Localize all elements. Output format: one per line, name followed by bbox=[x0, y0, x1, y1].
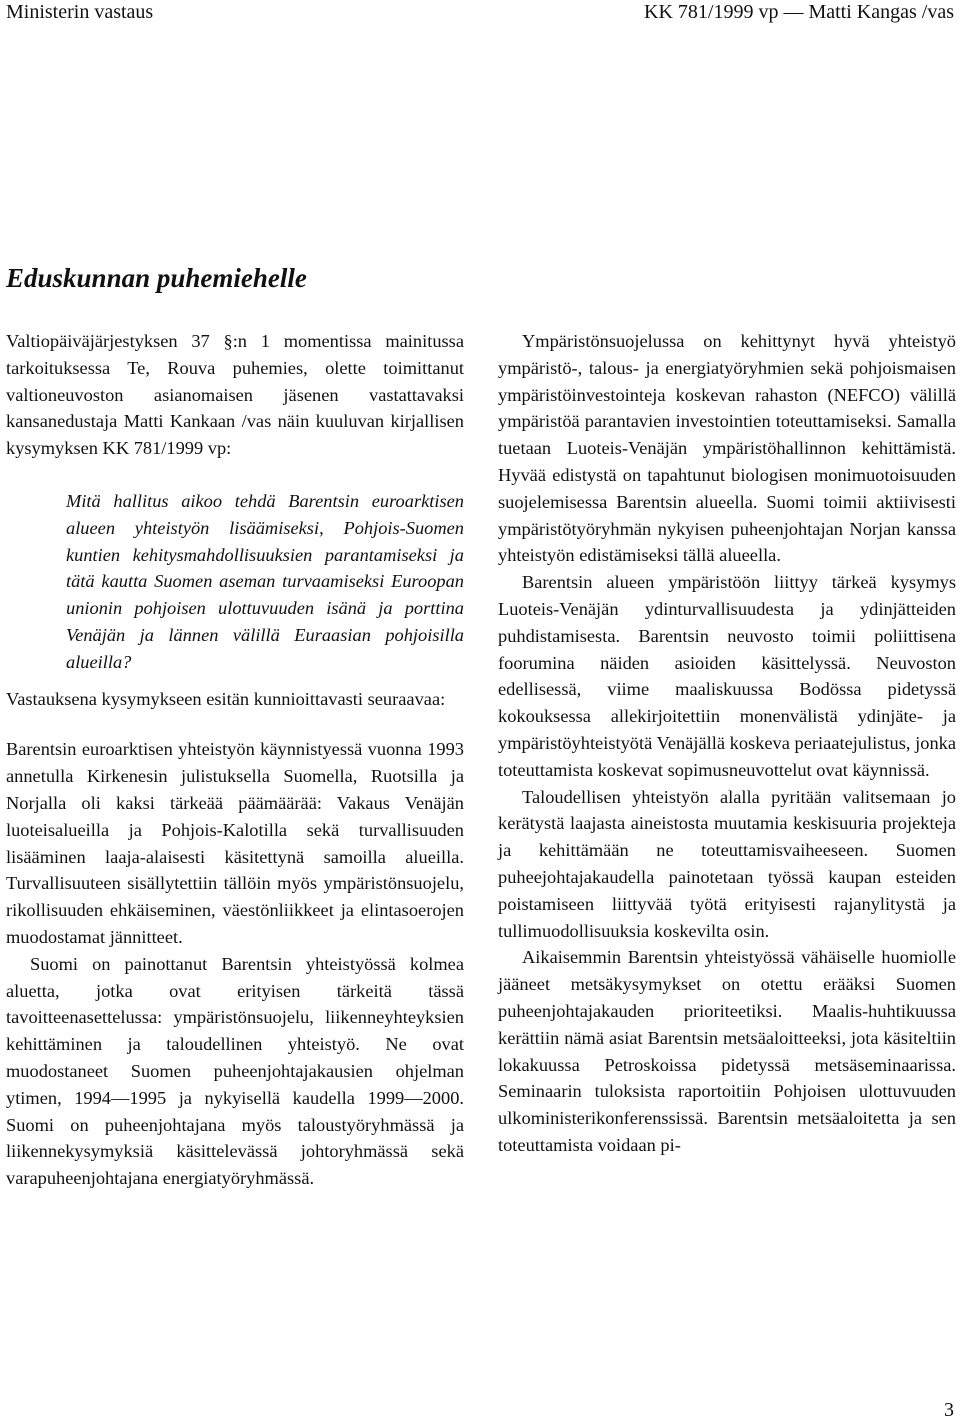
page-number: 3 bbox=[944, 1399, 954, 1421]
body-paragraph: Barentsin euroarktisen yhteistyön käynnistyessä vuonna 1993 annetulla Kirkenesin julistuksella Suomella, Ruotsilla ja Norjalla oli kaksi tärkeää päämäärää: Vakaus Venäjän luoteisalueilla ja Pohjois-Kalotilla sekä turvallisuuden lisääminen laaja-alaisesti käsitettynä samoilla alueilla. Turvallisuuteen sisällytettiin tällöin myös ympäristönsuojelu, rikollisuuden ehkäiseminen, väestönliikkeet ja elintasoerojen muodostamat jännitteet. bbox=[6, 739, 464, 947]
body-paragraph: Aikaisemmin Barentsin yhteistyössä vähäiselle huomiolle jääneet metsäkysymykset on otettu erääksi Suomen puheenjohtajakauden prioriteetiksi. Maalis-huhtikuussa kerättiin nämä asiat Barentsin metsäaloitteeksi, jota käsiteltiin lokakuussa Petroskoissa pidetyssä metsäseminaarissa. Seminaarin tuloksista raportoitiin Pohjoisen ulottuvuuden ulkoministerikonferenssissä. Barentsin metsäaloitetta ja sen toteuttamista voidaan pi- bbox=[498, 947, 956, 1155]
body-paragraph: Ympäristönsuojelussa on kehittynyt hyvä yhteistyö ympäristö-, talous- ja energiatyöryhmien sekä pohjoismaisen ympäristöinvestointeja koskevan rahaston (NEFCO) välillä ympäristöä parantavien investointien toteuttamiseksi. Samalla tuetaan Luoteis-Venäjän ympäristöhallinnon kehittämistä. Hyvää edistystä on tapahtunut biologisen monimuotoisuuden suojelemisessa Barentsin alueella. Suomi toimii aktiivisesti ympäristötyöryhmän nykyisen puheenjohtajan Norjan kanssa yhteistyön edistämiseksi tällä alueella. bbox=[498, 331, 956, 566]
body-paragraph: Barentsin alueen ympäristöön liittyy tärkeä kysymys Luoteis-Venäjän ydinturvallisuudesta ja ydinjätteiden puhdistamisesta. Barentsin neuvosto toimii poliittisena foorumina näiden asioiden käsittelyssä. Neuvoston edellisessä, viime maaliskuussa Bodössa pidetyssä kokouksessa allekirjoitettiin monenvälistä ydinjäte- ja ympäristöyhteistyötä Venäjällä koskeva periaatejulistus, jonka toteuttamista koskevat sopimusneuvottelut ovat käynnissä. bbox=[498, 572, 956, 780]
page-header bbox=[6, 0, 954, 24]
body-paragraph: Suomi on painottanut Barentsin yhteistyössä kolmea aluetta, jotka ovat erityisen tärkeitä tässä tavoitteenasettelussa: ympäristönsuojelu, liikenneyhteyksien kehittäminen ja taloudellinen yhteistyö. Ne ovat muodostaneet Suomen puheenjohtajakausien ohjelman ytimen, 1994—1995 ja nykyisellä kaudella 1999—2000. Suomi on puheenjohtajana myös taloustyöryhmässä ja liikennekysymyksiä käsittelevässä johtoryhmässä sekä varapuheenjohtajana energiatyöryhmässä. bbox=[6, 953, 464, 1189]
body-paragraph: Taloudellisen yhteistyön alalla pyritään valitsemaan jo kerätystä laajasta aineistosta muutamia keskisuuria projekteja ja kehittämään ne toteuttamisvaiheeseen. Suomen puheejohtajakaudella painotetaan työssä kaupan esteiden poistamiseen liittyvää työtä erityisesti rajanylitystä ja tullimuodollisuuksia koskevilta osin. bbox=[498, 786, 956, 941]
intro-paragraph: Valtiopäiväjärjestyksen 37 §:n 1 momentissa mainitussa tarkoituksessa Te, Rouva puhemies, olette toimittanut valtioneuvoston asianomaisen jäsenen vastattavaksi kansanedustaja Matti Kankaan /vas näin kuuluvan kirjallisen kysymyksen KK 781/1999 vp: bbox=[6, 331, 464, 459]
header-right: KK 781/1999 vp — Matti Kangas /vas bbox=[644, 1, 954, 23]
answer-intro-paragraph: Vastauksena kysymykseen esitän kunnioittavasti seuraavaa: bbox=[6, 688, 446, 709]
question-quote: Mitä hallitus aikoo tehdä Barentsin euroarktisen alueen yhteistyön lisäämiseksi, Pohjois-Suomen kuntien kehitysmahdollisuuksien parantamiseksi ja tätä kautta Suomen aseman turvaamiseksi Euroopan unionin pohjoisen ulottuvuuden isänä ja porttina Venäjän ja lännen välillä Euraasian pohjoisilla alueilla? bbox=[66, 490, 464, 672]
header-left: Ministerin vastaus bbox=[6, 1, 154, 23]
right-column bbox=[498, 328, 956, 1159]
left-column bbox=[6, 328, 464, 1192]
salutation-heading: Eduskunnan puhemiehelle bbox=[6, 263, 307, 293]
